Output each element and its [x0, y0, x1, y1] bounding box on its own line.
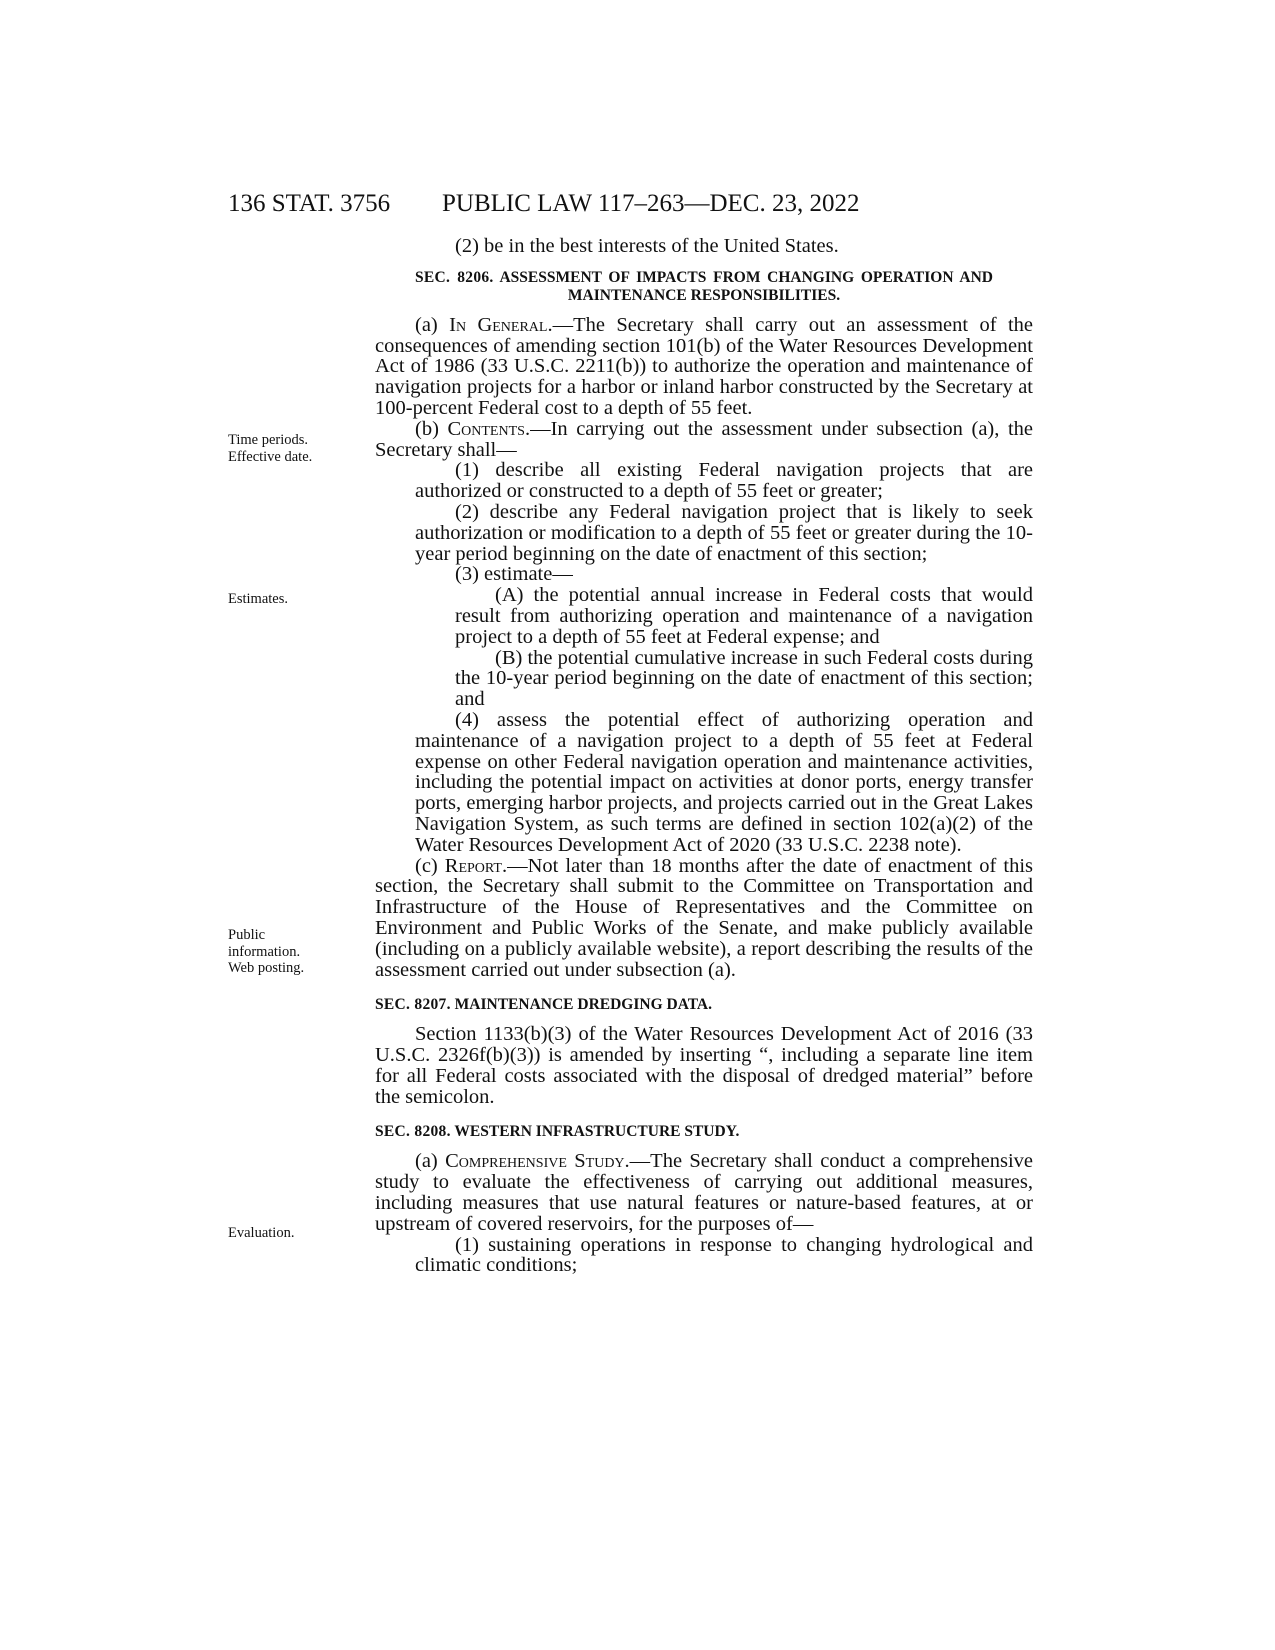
subsection-a	[375, 315, 1033, 419]
paragraph-b1: (1) describe all existing Federal navigation projects that are authorized or constructed to a depth of 55 feet or greater;	[415, 459, 1033, 503]
subparagraph-b3A: (A) the potential annual increase in Federal costs that would result from authorizing operation and maintenance of a navigation project to a depth of 55 feet at Federal expense; and	[455, 584, 1033, 648]
subsection-heading: Comprehensive Study	[445, 1150, 625, 1173]
page-stat-number: 136 STAT. 3756	[228, 190, 391, 217]
margin-note-time-periods	[228, 432, 312, 465]
subparagraph-b3B: (B) the potential cumulative increase in such Federal costs during the 10-year period beginning on the date of enactment of this section; and	[455, 646, 1033, 711]
paragraph-b4: (4) assess the potential effect of authorizing operation and maintenance of a navigation project to a depth of 55 feet at Federal expense on other Federal navigation operation and maintenance activities, including the potential impact on activities at donor ports, energy transfer ports, emerging harbor projects, and projects carried out in the Great Lakes Navigation System, as such terms are defined in section 102(a)(2) of the Water Resources Development Act of 2020 (33 U.S.C. 2238 note).	[415, 708, 1033, 856]
section-title: WESTERN INFRASTRUCTURE STUDY.	[454, 1123, 740, 1141]
section-title: MAINTENANCE DREDGING DATA.	[454, 996, 712, 1014]
paragraph-b3: (3) estimate—	[455, 563, 573, 586]
subsection-label: (a)	[415, 1150, 446, 1173]
subsection-c	[375, 856, 1033, 981]
paragraph-item: (2) be in the best interests of the United States.	[455, 235, 839, 257]
section-number: SEC. 8208.	[375, 1123, 451, 1141]
section-heading-8208	[375, 1123, 1033, 1141]
paragraph-b2: (2) describe any Federal navigation project that is likely to seek authorization or modification to a depth of 55 feet or greater during the 10-year period beginning on the date of enactment of this section;	[415, 500, 1033, 565]
margin-note-text: Public information. Web posting.	[228, 927, 305, 976]
subsection-heading: Contents	[447, 417, 525, 440]
section-8207-text: Section 1133(b)(3) of the Water Resources Development Act of 2016 (33 U.S.C. 2326f(b)(3)) is amended by inserting “, including a separate line item for all Federal costs associated with the disposal of dredged material” before the semicolon.	[375, 1023, 1033, 1108]
subsection-heading: Report	[444, 854, 502, 877]
margin-note-estimates	[228, 591, 288, 608]
margin-note-text: Evaluation.	[228, 1225, 295, 1241]
margin-note-evaluation	[228, 1225, 294, 1242]
subsection-label: (b)	[415, 417, 448, 440]
section-heading-8206	[375, 269, 1033, 305]
paragraph-8208-a1: (1) sustaining operations in response to changing hydrological and climatic conditions;	[415, 1233, 1033, 1277]
running-header: PUBLIC LAW 117–263—DEC. 23, 2022	[442, 190, 860, 217]
section-heading-8207	[375, 996, 1033, 1014]
margin-note-text: Estimates.	[228, 591, 289, 607]
subsection-text: .—The Secretary shall conduct a comprehensive study to evaluate the effectiveness of carrying out additional measures, including measures that use natural features or nature-based features, at or upstream of covered reservoirs, for the purposes of—	[375, 1150, 1033, 1235]
statute-body	[375, 236, 1033, 1276]
subsection-text: .—Not later than 18 months after the date of enactment of this section, the Secretary shall submit to the Committee on Transportation and Infrastructure of the House of Representatives and the Committee on Environment and Public Works of the Senate, and make publicly available (including on a publicly available website), a report describing the results of the assessment carried out under subsection (a).	[375, 854, 1033, 981]
subsection-text: .—The Secretary shall carry out an assessment of the consequences of amending section 101(b) of the Water Resources Development Act of 1986 (33 U.S.C. 2211(b)) to authorize the operation and maintenance of navigation projects for a harbor or inland harbor constructed by the Secretary at 100-percent Federal cost to a depth of 55 feet.	[375, 313, 1033, 419]
subsection-heading: In General	[449, 313, 548, 336]
margin-note-public-information	[228, 927, 304, 977]
margin-note-text: Time periods. Effective date.	[228, 432, 313, 465]
section-title: ASSESSMENT OF IMPACTS FROM CHANGING OPERATION AND MAINTENANCE RESPONSIBILITIES.	[499, 268, 993, 304]
section-number: SEC. 8207.	[375, 996, 451, 1014]
section-number: SEC. 8206.	[415, 268, 494, 286]
subsection-label: (a)	[415, 313, 450, 336]
subsection-b	[375, 419, 1033, 461]
subsection-label: (c)	[415, 854, 445, 877]
subsection-a-8208	[375, 1151, 1033, 1234]
subsection-text: .—In carrying out the assessment under subsection (a), the Secretary shall—	[375, 417, 1033, 461]
